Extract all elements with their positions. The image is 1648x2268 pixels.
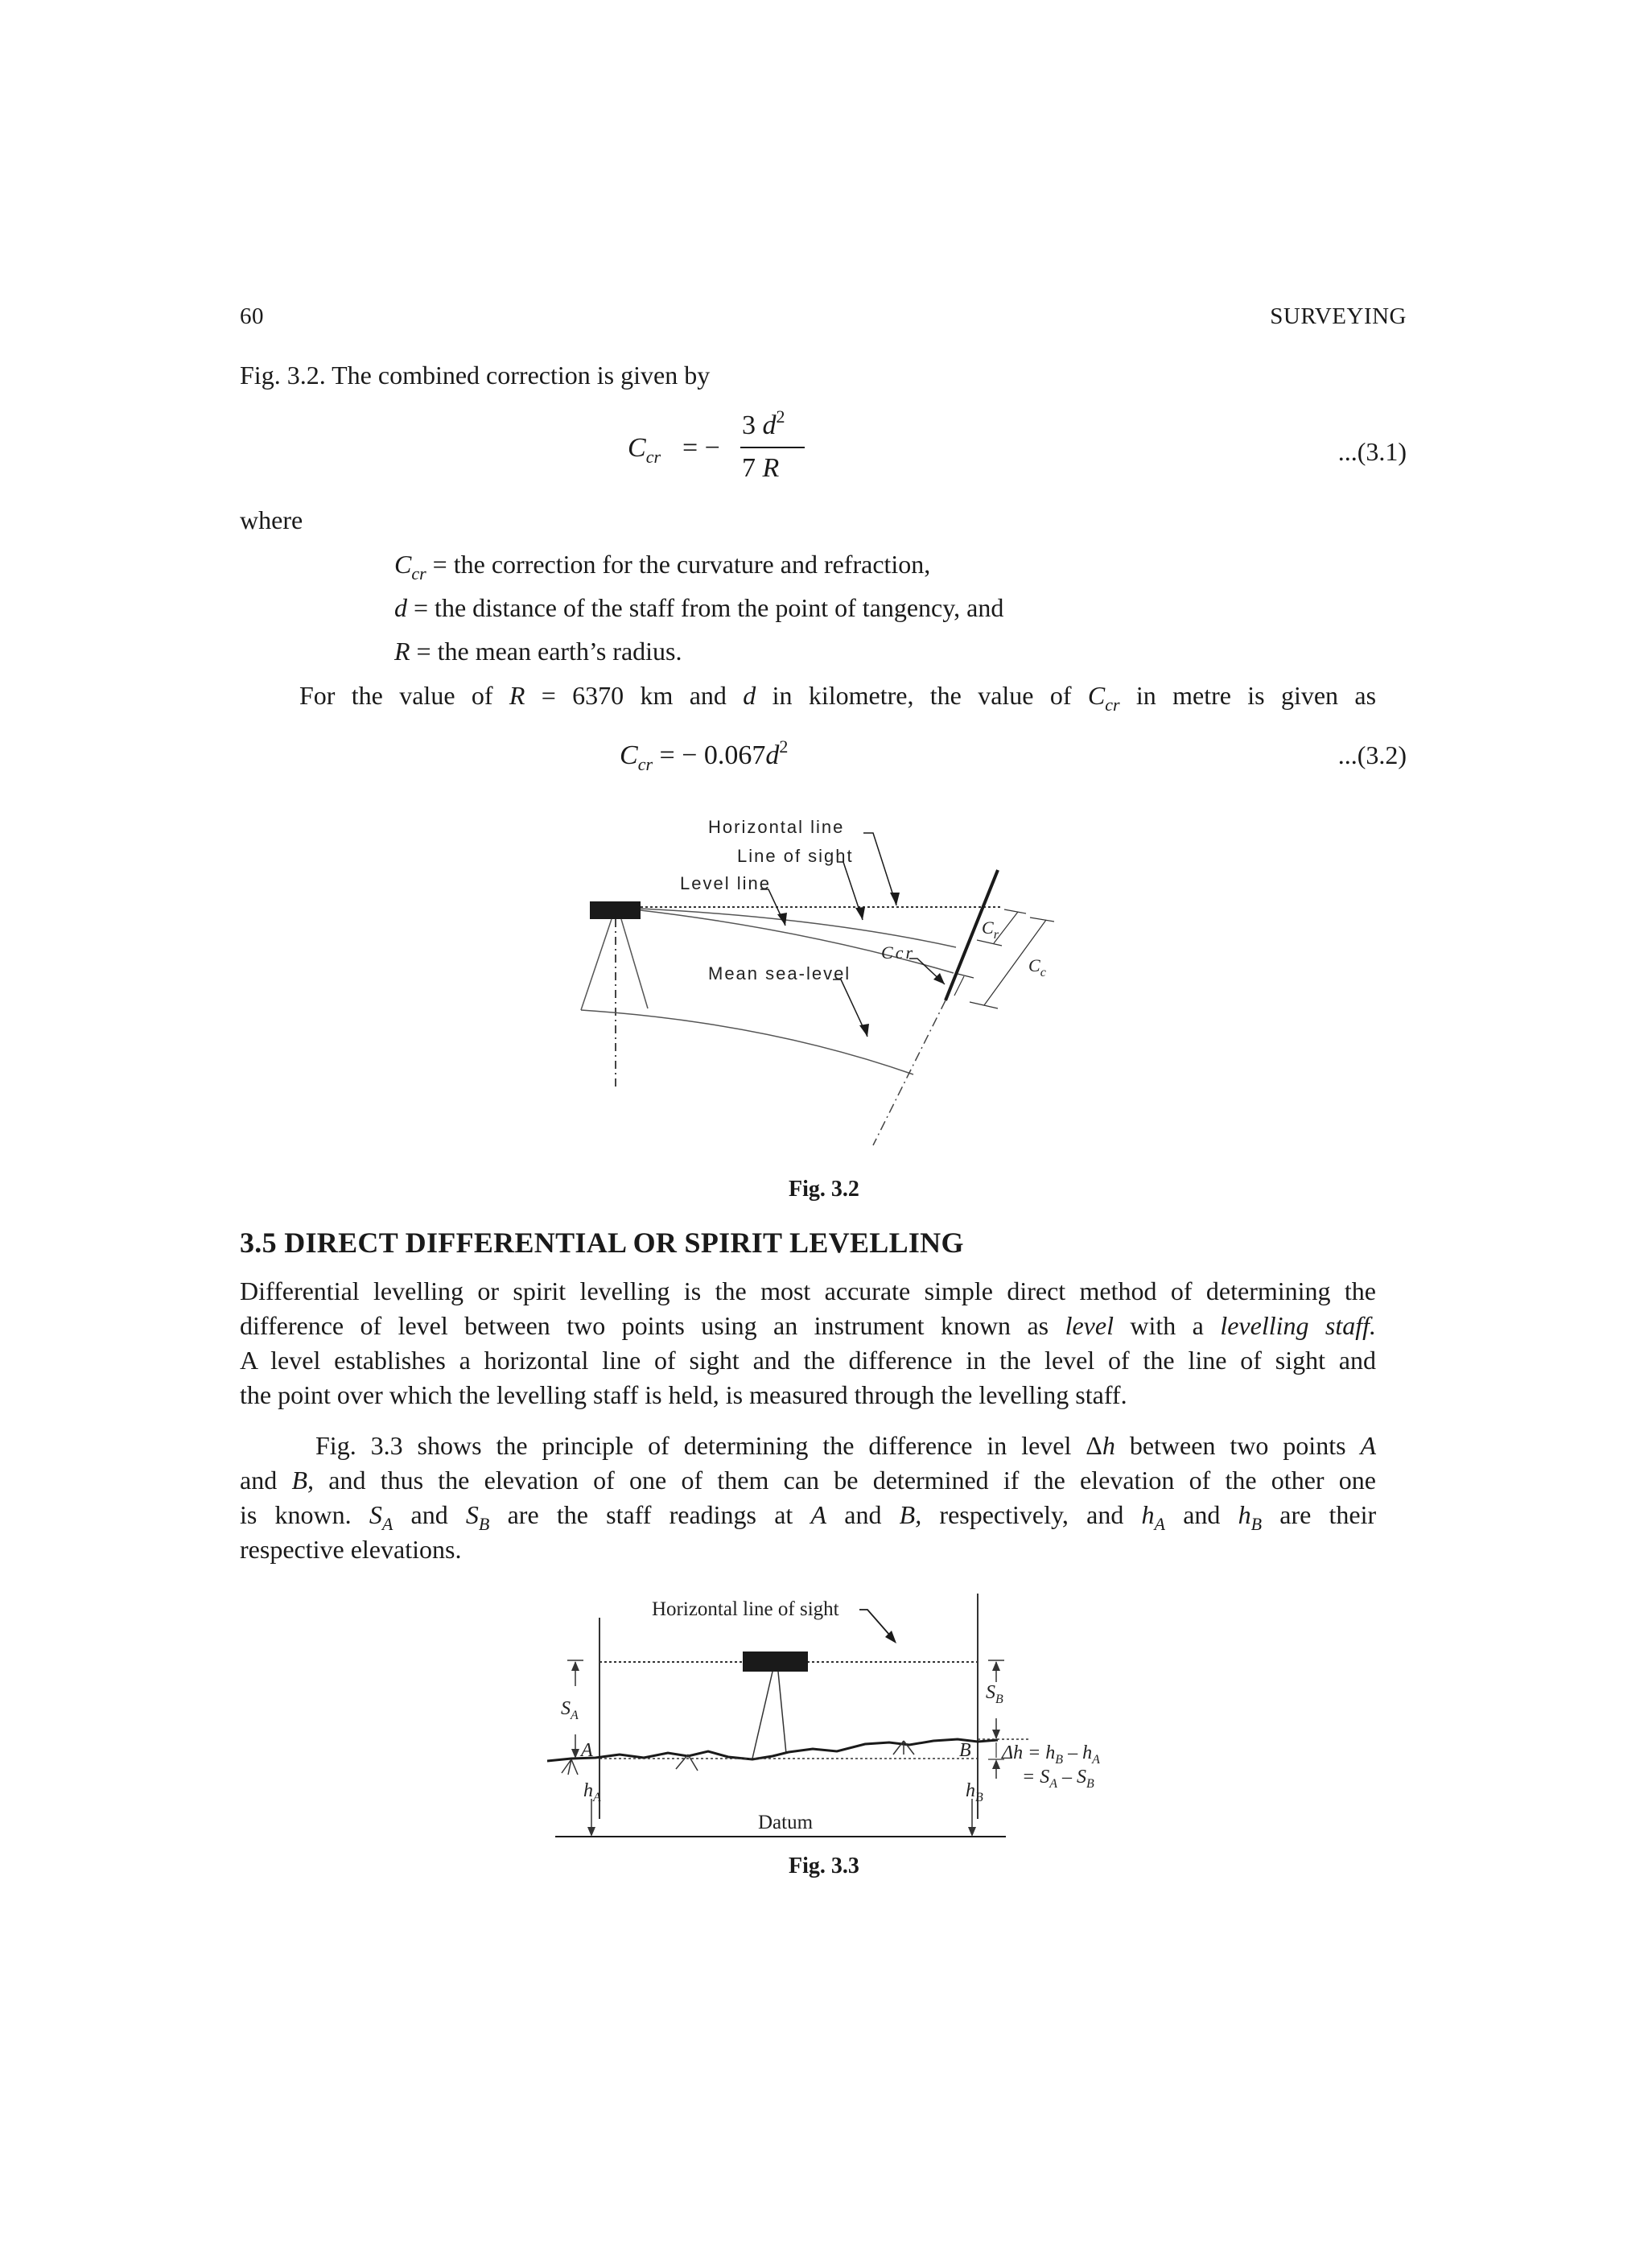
- label-cr: $C_r$: [982, 918, 999, 942]
- label-dh-eq1: $\Delta h = h_B - h_A$: [1002, 1742, 1100, 1767]
- label-line-of-sight: Line of sight: [737, 846, 854, 866]
- arrowhead: [968, 1827, 976, 1837]
- definition-d: d = the distance of the staff from the point of tangency, and: [394, 593, 1004, 622]
- label-ccr: Ccr: [881, 942, 916, 963]
- tripod-leg-right: [778, 1672, 786, 1754]
- section-heading: 3.5 DIRECT DIFFERENTIAL OR SPIRIT LEVELLING: [240, 1227, 964, 1259]
- para1-line2: difference of level between two points using an instrument known as level with a levelling staff.: [240, 1311, 1377, 1340]
- para1-line4: the point over which the levelling staff is held, is measured through the levelling staff.: [240, 1380, 1127, 1409]
- para2-line3: is known. $S_A$ and $S_B$ are the staff readings at A and B, respectively, and $h_A$ and $h_B$ are their: [240, 1500, 1377, 1534]
- page-number: 60: [240, 303, 264, 329]
- cr-tick-top: [1004, 909, 1026, 913]
- tripod-leg-left: [752, 1672, 772, 1759]
- level-instrument: [590, 901, 641, 919]
- fig-3-2-caption: Fig. 3.2: [789, 1177, 859, 1202]
- where-label: where: [240, 505, 303, 534]
- tripod-leg-right: [621, 919, 648, 1008]
- fig-3-3-diagram: [547, 1577, 1127, 1871]
- eq1-fraction-bar: [740, 447, 805, 448]
- eq1-equals: = −: [682, 433, 720, 463]
- eq1-denominator: 7 R: [742, 453, 780, 483]
- fig-3-3-caption: Fig. 3.3: [789, 1854, 859, 1878]
- arrowhead: [571, 1749, 579, 1759]
- label-point-a: A: [581, 1740, 593, 1761]
- eq1-number: ...(3.1): [1337, 437, 1407, 466]
- label-datum: Datum: [758, 1812, 814, 1833]
- ground-profile: [547, 1739, 998, 1761]
- label-point-b: B: [959, 1740, 971, 1761]
- para2-line4: respective elevations.: [240, 1535, 462, 1564]
- arrowhead: [992, 1759, 1000, 1769]
- arrowhead: [587, 1827, 595, 1837]
- equation-3-1: [628, 406, 821, 495]
- eq1-numerator: 3 $d^2$: [742, 406, 785, 440]
- label-hb: $h_B$: [966, 1780, 983, 1804]
- tripod-leg-left: [581, 919, 612, 1010]
- label-horizontal-line: Horizontal line: [708, 817, 845, 837]
- label-level-line: Level line: [680, 873, 771, 893]
- para1-line1: Differential levelling or spirit levelling is the most accurate simple direct method of determining the: [240, 1276, 1376, 1305]
- label-sb: $S_B$: [986, 1682, 1003, 1706]
- para2-line2: and B, and thus the elevation of one of them can be determined if the elevation of the other one: [240, 1466, 1377, 1495]
- ccr-dimension-line: [954, 976, 964, 996]
- definition-r: R = the mean earth’s radius.: [394, 637, 682, 666]
- arrowhead: [571, 1661, 579, 1671]
- value-line: For the value of R = 6370 km and d in kilometre, the value of $C_{cr}$ in metre is given as: [299, 681, 1377, 715]
- arrowhead: [859, 1024, 869, 1037]
- definition-ccr: $C_{cr}$ = the correction for the curvature and refraction,: [394, 550, 931, 583]
- label-dh-eq2: = $S_A - S_B$: [1022, 1767, 1094, 1791]
- para2-line1: Fig. 3.3 shows the principle of determining the difference in level Δh between two points A: [315, 1431, 1377, 1460]
- label-ha: $h_A$: [583, 1780, 601, 1804]
- label-sa: $S_A$: [561, 1698, 579, 1722]
- label-horizontal-line-of-sight: Horizontal line of sight: [652, 1598, 839, 1620]
- equation-3-2: $C_{cr}$ = − $0.067d^2$: [620, 736, 789, 774]
- eq1-lhs: $C_{cr}$: [628, 433, 661, 467]
- running-title: SURVEYING: [1270, 303, 1407, 329]
- eq2-number: ...(3.2): [1337, 740, 1407, 769]
- level-instrument: [743, 1652, 808, 1672]
- para1-line3: A level establishes a horizontal line of sight and the difference in the level of the line of sight and: [240, 1346, 1376, 1375]
- point-a-hatch: [562, 1759, 578, 1775]
- cc-tick-top: [1030, 918, 1054, 922]
- arrowhead: [992, 1661, 1000, 1671]
- staff-extension: [873, 1000, 946, 1145]
- ccr-tick: [958, 974, 974, 978]
- cc-tick-bottom: [970, 1002, 998, 1008]
- line-of-sight: [641, 909, 956, 947]
- label-mean-sea-level: Mean sea-level: [708, 963, 851, 983]
- arrowhead: [855, 907, 865, 920]
- fig-3-2-diagram: [563, 809, 1062, 1147]
- arrowhead: [890, 893, 900, 905]
- line-of-sight-leader: [859, 1610, 890, 1635]
- arrowhead: [992, 1730, 1000, 1739]
- intro-line: Fig. 3.2. The combined correction is given by: [240, 361, 711, 390]
- mean-sea-level-line: [581, 1010, 913, 1074]
- label-cc: $C_c$: [1028, 955, 1046, 979]
